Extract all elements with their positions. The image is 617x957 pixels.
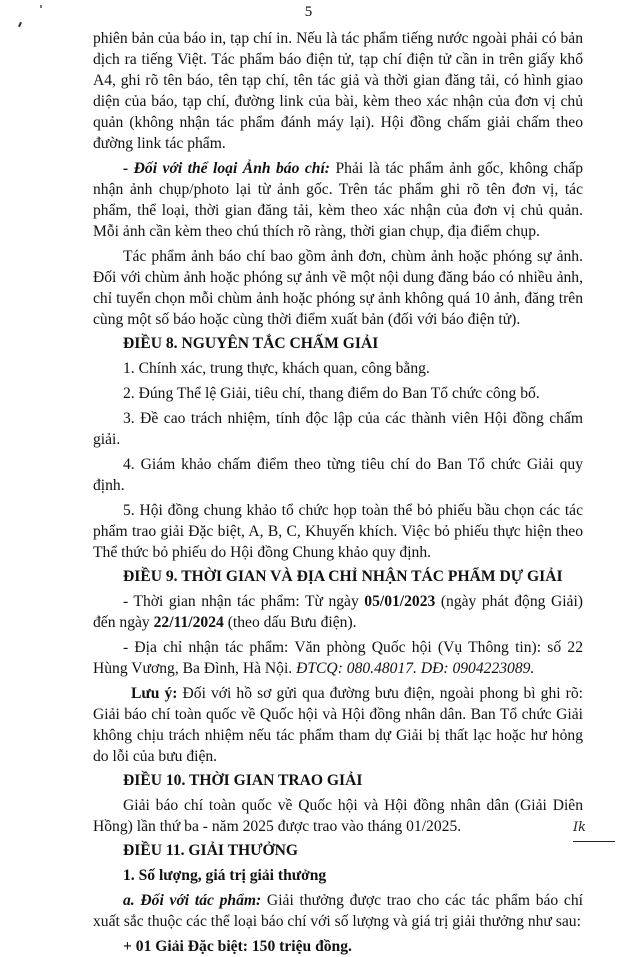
address-text: - Địa chỉ nhận tác phẩm: Văn phòng Quốc hội (Vụ Thông tin): số 22 Hùng Vương, Ba Đình, Hà Nội. (93, 639, 583, 677)
paragraph-submission-format: phiên bản của báo in, tạp chí in. Nếu là tác phẩm tiếng nước ngoài phải có bản dịch ra tiếng Việt. Tác phẩm báo điện tử, tạp chí điện tử cần in trên giấy khổ A4, ghi rõ tên báo, tên tạp chí, tên tác giả và thời gian đăng tải, có hình giao diện của báo, tạp chí, đường link của bài, kèm theo xác nhận của đơn vị chủ quản (không nhận tác phẩm đánh máy lại). Hội đồng chấm giải chấm theo đường link tác phẩm. (93, 30, 583, 152)
submission-time-prefix: - Thời gian nhận tác phẩm: Từ ngày (123, 593, 365, 610)
photo-category-text: Phải là tác phẩm ảnh gốc, không chấp nhận ảnh chụp/photo lại từ ảnh gốc. Trên tác phẩm ghi rõ tên đơn vị, tác phẩm, thể loại, thời gian đăng tải, kèm theo xác nhận của đơn vị chủ quản. Mỗi ảnh cần kèm theo chú thích rõ ràng, thời gian chụp, địa điểm chụp. (93, 160, 583, 240)
works-label: a. Đối với tác phẩm: (123, 892, 262, 909)
article-9-heading: ĐIỀU 9. THỜI GIAN VÀ ĐỊA CHỈ NHẬN TÁC PHẨM DỰ GIẢI (123, 568, 563, 585)
note-label: Lưu ý: (131, 685, 178, 702)
article-8-item: 5. Hội đồng chung khảo tổ chức họp toàn thể bỏ phiếu bầu chọn các tác phẩm trao giải Đặc biệt, A, B, C, Khuyến khích. Việc bỏ phiếu thực hiện theo Thể thức bỏ phiếu do Hội đồng Chung khảo quy định. (93, 502, 583, 561)
article-10-heading: ĐIỀU 10. THỜI GIAN TRAO GIẢI (123, 772, 363, 789)
initials-signature: Ik (573, 820, 587, 835)
note-text: Đối với hồ sơ gửi qua đường bưu điện, ngoài phong bì ghi rõ: Giải báo chí toàn quốc về Quốc hội và Hội đồng nhân dân. Ban Tổ chức Giải không chịu trách nhiệm nếu tác phẩm tham dự Giải bị thất lạc hoặc hư hỏng do lỗi của bưu điện. (93, 685, 583, 765)
article-8-item: 4. Giám khảo chấm điểm theo từng tiêu chí do Ban Tổ chức Giải quy định. (93, 456, 583, 494)
article-8-item: 3. Đề cao trách nhiệm, tính độc lập của các thành viên Hội đồng chấm giải. (93, 410, 583, 448)
signature-line (573, 841, 615, 842)
start-date: 05/01/2023 (364, 593, 436, 610)
paragraph-photo-category (93, 158, 583, 242)
paragraph-works-prizes (93, 890, 583, 932)
article-8-heading: ĐIỀU 8. NGUYÊN TẮC CHẤM GIẢI (123, 335, 379, 352)
paragraph-photo-types: Tác phẩm ảnh báo chí bao gồm ảnh đơn, chùm ảnh hoặc phóng sự ảnh. Đối với chùm ảnh hoặc phóng sự ảnh về một nội dung đăng báo có nhiều ảnh, chỉ tuyển chọn mỗi chùm ảnh hoặc phóng sự ảnh không quá 10 ảnh, đăng trên cùng một số báo hoặc cùng thời điểm xuất bản (đối với báo điện tử). (93, 248, 583, 328)
article-11-heading: ĐIỀU 11. GIẢI THƯỞNG (123, 842, 299, 859)
paragraph-note (93, 683, 583, 767)
article-8-item: 2. Đúng Thể lệ Giải, tiêu chí, thang điểm do Ban Tổ chức công bố. (123, 385, 540, 402)
article-10-text: Giải báo chí toàn quốc về Quốc hội và Hội đồng nhân dân (Giải Diên Hồng) lần thứ ba - năm 2025 được trao vào tháng 01/2025. (93, 797, 583, 835)
paragraph-submission-address (93, 637, 583, 679)
page-number: 5 (304, 4, 313, 20)
article-11-subheading: 1. Số lượng, giá trị giải thưởng (123, 867, 327, 884)
document-body (93, 28, 583, 957)
end-date: 22/11/2024 (153, 614, 224, 631)
special-prize: + 01 Giải Đặc biệt: 150 triệu đồng. (123, 938, 352, 955)
works-text: Giải thưởng được trao cho các tác phẩm báo chí xuất sắc thuộc các thể loại báo chí với số lượng và giá trị giải thưởng như sau: (93, 892, 583, 930)
address-phone: ĐTCQ: 080.48017. DĐ: 0904223089. (296, 660, 535, 677)
article-8-item: 1. Chính xác, trung thực, khách quan, công bằng. (123, 360, 430, 377)
paragraph-submission-time (93, 591, 583, 633)
scan-mark (18, 22, 22, 27)
submission-time-suffix: (theo dấu Bưu điện). (223, 614, 357, 631)
photo-category-label: - Đối với thể loại Ảnh báo chí: (123, 160, 331, 177)
submission-time-mid: (ngày phát động Giải) đến ngày (93, 593, 583, 631)
